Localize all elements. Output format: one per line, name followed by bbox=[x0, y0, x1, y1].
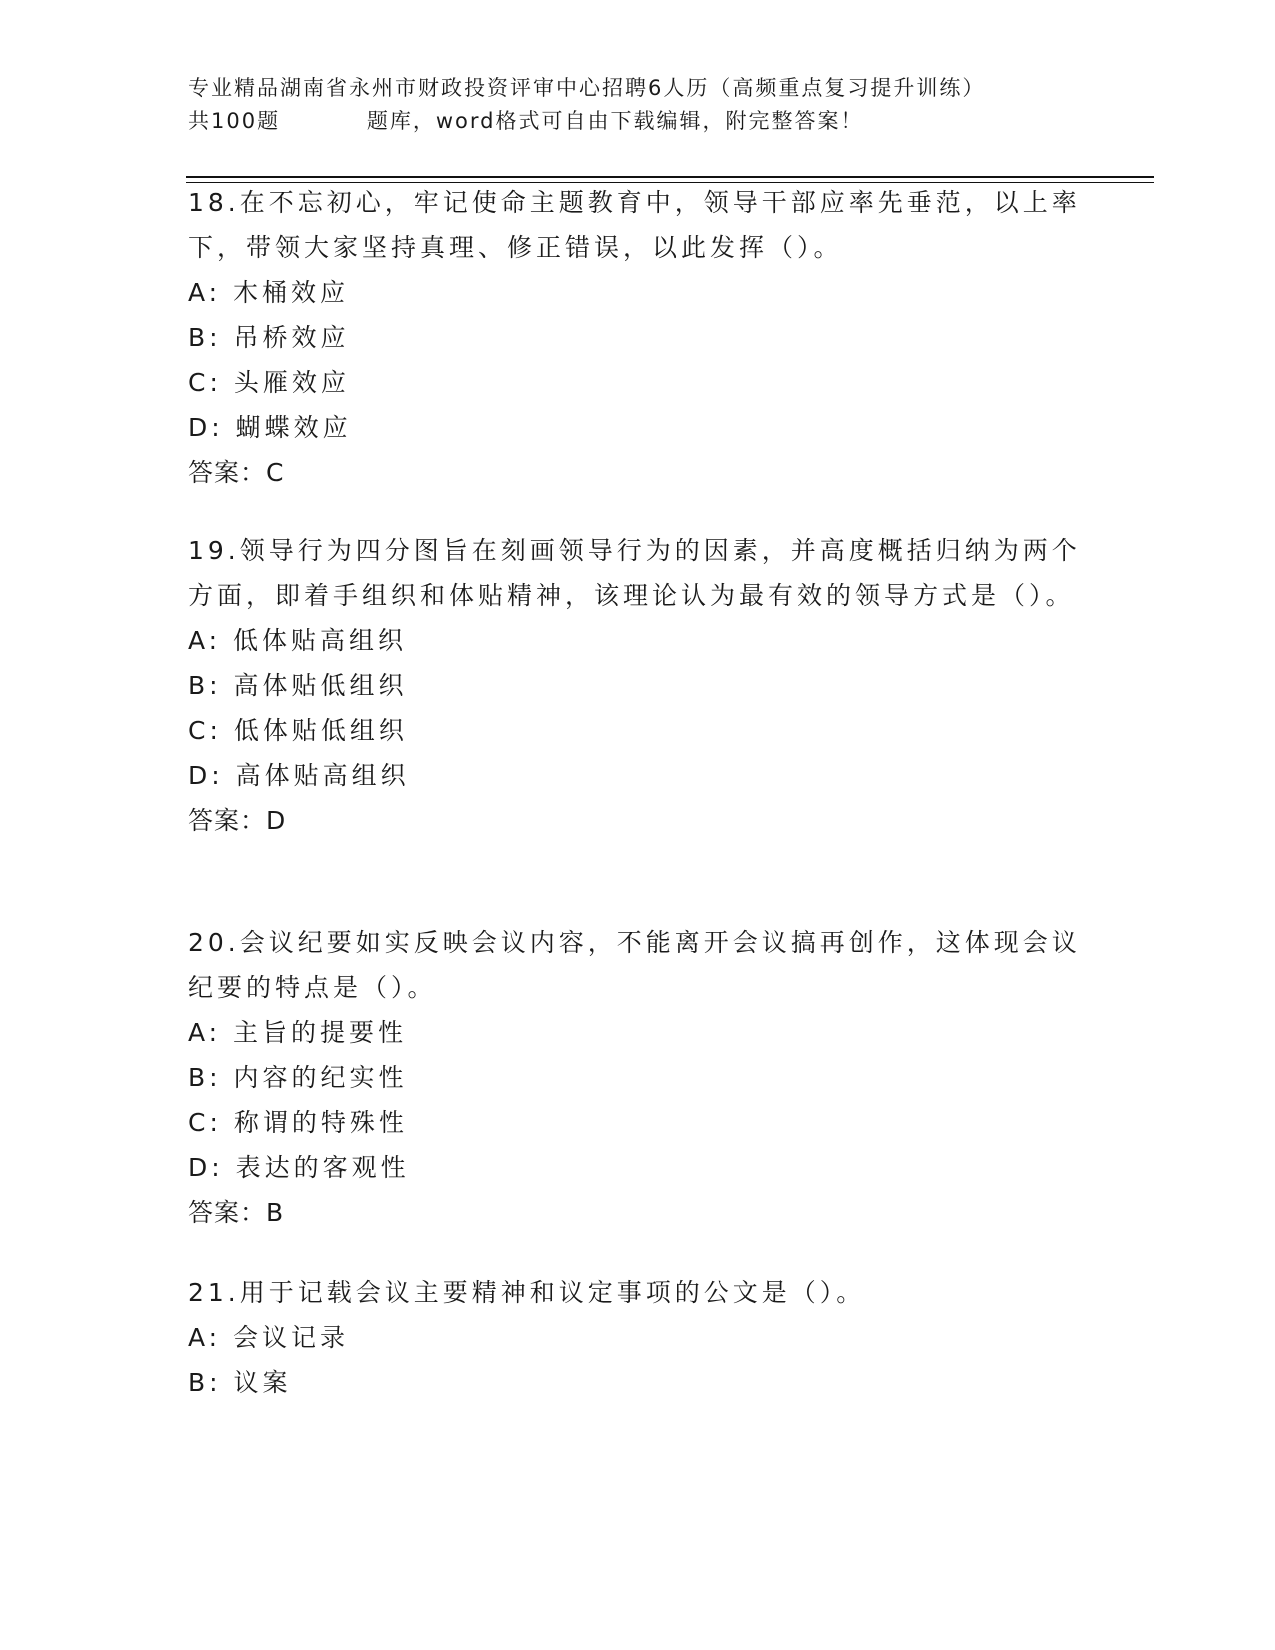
option-b: B: 吊桥效应 bbox=[188, 323, 350, 352]
option-d: D: 蝴蝶效应 bbox=[188, 413, 352, 442]
answer-value: D bbox=[266, 806, 287, 835]
option-a: A: 会议记录 bbox=[188, 1323, 350, 1352]
answer-line bbox=[188, 1190, 1088, 1235]
option-a: A: 低体贴高组织 bbox=[188, 626, 408, 655]
option-c: C: 低体贴低组织 bbox=[188, 716, 408, 745]
answer-value: B bbox=[266, 1198, 285, 1227]
answer-label: 答案： bbox=[188, 806, 267, 835]
option-a: A: 主旨的提要性 bbox=[188, 1018, 408, 1047]
question-stem: 19.领导行为四分图旨在刻画领导行为的因素，并高度概括归纳为两个方面，即着手组织和体贴精神，该理论认为最有效的领导方式是（）。 bbox=[188, 536, 1081, 610]
answer-line bbox=[188, 450, 1088, 495]
option-a: A: 木桶效应 bbox=[188, 278, 350, 307]
question-19 bbox=[188, 528, 1088, 843]
option-b: B: 内容的纪实性 bbox=[188, 1063, 408, 1092]
answer-value: C bbox=[266, 458, 285, 487]
question-stem: 21.用于记载会议主要精神和议定事项的公文是（）。 bbox=[188, 1278, 866, 1307]
answer-label: 答案： bbox=[188, 1198, 267, 1227]
option-d: D: 表达的客观性 bbox=[188, 1153, 410, 1182]
question-stem: 20.会议纪要如实反映会议内容，不能离开会议搞再创作，这体现会议纪要的特点是（）。 bbox=[188, 928, 1081, 1002]
option-c: C: 称谓的特殊性 bbox=[188, 1108, 408, 1137]
document-header bbox=[188, 72, 1128, 138]
header-title-line: 专业精品湖南省永州市财政投资评审中心招聘6人历（高频重点复习提升训练） bbox=[188, 76, 986, 100]
option-d: D: 高体贴高组织 bbox=[188, 761, 410, 790]
option-b: B: 议案 bbox=[188, 1368, 292, 1397]
answer-line bbox=[188, 798, 1088, 843]
header-subtitle-line: 共100题 题库，word格式可自由下载编辑，附完整答案！ bbox=[188, 109, 864, 133]
question-stem: 18.在不忘初心，牢记使命主题教育中，领导干部应率先垂范，以上率下，带领大家坚持真理、修正错误，以此发挥（）。 bbox=[188, 188, 1081, 262]
question-18 bbox=[188, 180, 1088, 495]
header-divider-thick bbox=[186, 176, 1154, 178]
option-c: C: 头雁效应 bbox=[188, 368, 350, 397]
answer-label: 答案： bbox=[188, 458, 267, 487]
question-21 bbox=[188, 1270, 1088, 1405]
question-20 bbox=[188, 920, 1088, 1235]
option-b: B: 高体贴低组织 bbox=[188, 671, 408, 700]
